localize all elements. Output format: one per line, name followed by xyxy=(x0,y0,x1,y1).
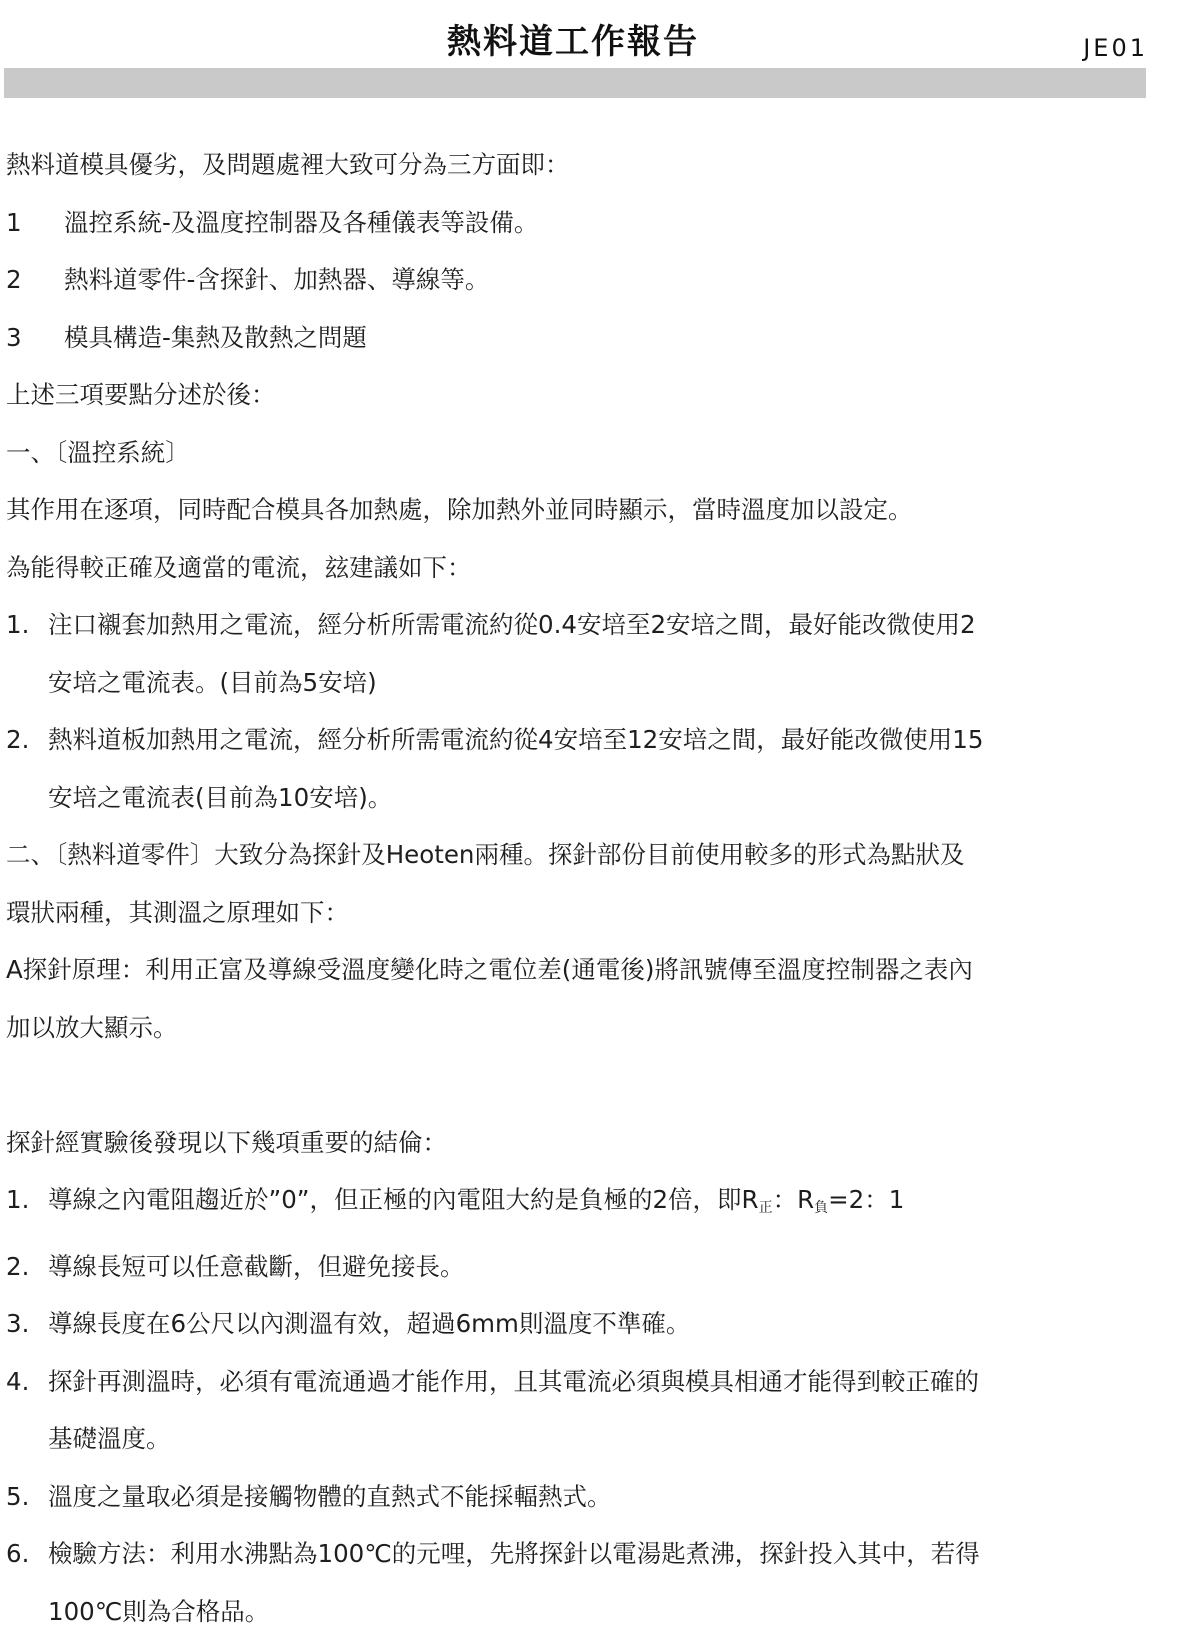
section-1-paragraph: 其作用在逐項，同時配合模具各加熱處，除加熱外並同時顯示，當時溫度加以設定。 xyxy=(6,481,1148,539)
paragraph-spacer xyxy=(6,1056,1148,1114)
conclusion-number: 2. xyxy=(6,1238,48,1296)
conclusion-item xyxy=(6,1295,1148,1353)
conclusion-text: =2：1 xyxy=(828,1185,904,1214)
aspect-number: 2 xyxy=(6,251,64,309)
current-item-text: 熱料道板加熱用之電流，經分析所需電流約從4安培至12安培之間，最好能改微使用15 xyxy=(48,725,983,754)
conclusion-continuation: 基礎溫度。 xyxy=(6,1410,1148,1468)
conclusion-number: 4. xyxy=(6,1353,48,1411)
aspect-number: 3 xyxy=(6,309,64,367)
intro-paragraph: 熱料道模具優劣，及問題處裡大致可分為三方面即： xyxy=(6,136,1148,194)
current-item-continuation: 安培之電流表。(目前為5安培) xyxy=(6,654,1148,712)
conclusion-item xyxy=(6,1171,1148,1238)
conclusion-text: 溫度之量取必須是接觸物體的直熱式不能採輻熱式。 xyxy=(48,1482,612,1511)
document-code: JE01 xyxy=(1083,34,1148,62)
title-divider-bar xyxy=(4,68,1146,98)
conclusion-number: 1. xyxy=(6,1171,48,1229)
aspect-item xyxy=(6,194,1148,252)
conclusion-text: 導線長短可以任意截斷，但避免接長。 xyxy=(48,1252,465,1281)
conclusion-text: 探針再測溫時，必須有電流通過才能作用，且其電流必須與模具相通才能得到較正確的 xyxy=(48,1367,979,1396)
conclusion-text: ：R xyxy=(773,1185,815,1214)
aspect-item xyxy=(6,309,1148,367)
conclusion-text: 導線之內電阻趨近於”0”，但正極的內電阻大約是負極的2倍，即R xyxy=(48,1185,759,1214)
current-item-number: 2. xyxy=(6,711,48,769)
probe-principle: A探針原理：利用正富及導線受溫度變化時之電位差(通電後)將訊號傳至溫度控制器之表內 xyxy=(6,941,1148,999)
section-2-paragraph: 環狀兩種，其測溫之原理如下： xyxy=(6,884,1148,942)
current-item xyxy=(6,711,1148,769)
aspect-text: 溫控系統-及溫度控制器及各種儀表等設備。 xyxy=(64,208,538,237)
conclusion-text: 檢驗方法：利用水沸點為100℃的元哩，先將探針以電湯匙煮沸，探針投入其中，若得 xyxy=(48,1539,980,1568)
conclusion-item xyxy=(6,1525,1148,1583)
conclusions-heading: 探針經實驗後發現以下幾項重要的結倫： xyxy=(6,1114,1148,1172)
subscript-negative: 負 xyxy=(814,1200,828,1216)
current-item-number: 1. xyxy=(6,596,48,654)
report-body xyxy=(6,136,1148,1640)
document-title: 熱料道工作報告 xyxy=(0,14,1146,63)
probe-principle: 加以放大顯示。 xyxy=(6,999,1148,1057)
subscript-positive: 正 xyxy=(759,1200,773,1216)
current-item-text: 注口襯套加熱用之電流，經分析所需電流約從0.4安培至2安培之間，最好能改微使用2 xyxy=(48,610,976,639)
conclusion-number: 6. xyxy=(6,1525,48,1583)
conclusion-item xyxy=(6,1238,1148,1296)
conclusion-number: 5. xyxy=(6,1468,48,1526)
aspect-text: 模具構造-集熱及散熱之問題 xyxy=(64,323,367,352)
conclusion-number: 3. xyxy=(6,1295,48,1353)
conclusion-item xyxy=(6,1353,1148,1411)
current-item xyxy=(6,596,1148,654)
section-2-paragraph: 二、〔熱料道零件〕大致分為探針及Heoten兩種。探針部份目前使用較多的形式為點狀及 xyxy=(6,826,1148,884)
aspect-item xyxy=(6,251,1148,309)
conclusion-continuation: 100℃則為合格品。 xyxy=(6,1583,1148,1640)
conclusion-item xyxy=(6,1468,1148,1526)
current-item-continuation: 安培之電流表(目前為10安培)。 xyxy=(6,769,1148,827)
section-1-heading: 一、〔溫控系統〕 xyxy=(6,424,1148,482)
conclusion-text: 導線長度在6公尺以內測溫有效，超過6mm則溫度不準確。 xyxy=(48,1309,690,1338)
summary-line: 上述三項要點分述於後： xyxy=(6,366,1148,424)
section-1-paragraph: 為能得較正確及適當的電流，玆建議如下： xyxy=(6,539,1148,597)
aspect-number: 1 xyxy=(6,194,64,252)
aspect-text: 熱料道零件-含探針、加熱器、導線等。 xyxy=(64,265,489,294)
